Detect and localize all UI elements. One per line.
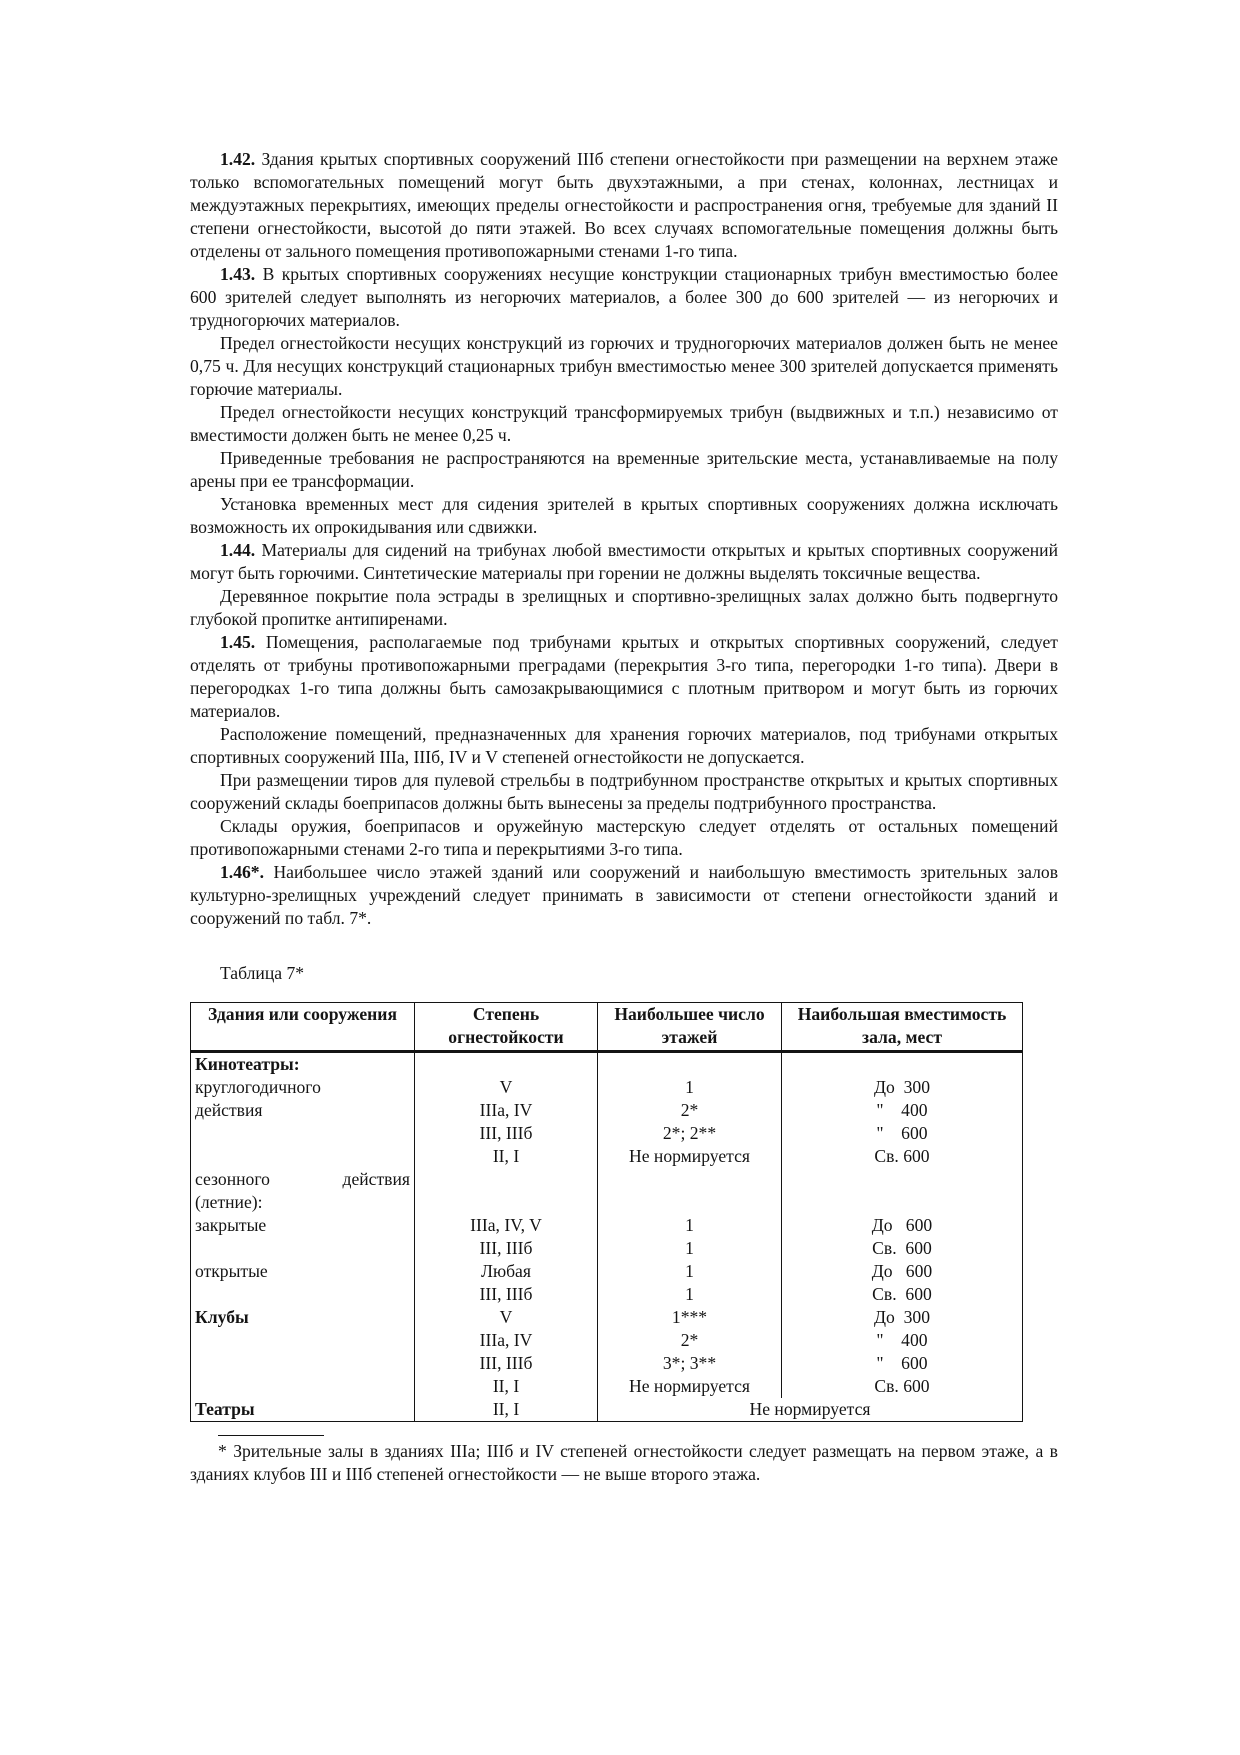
paragraph	[190, 769, 1058, 815]
column-header-building: Здания или сооружения	[191, 1003, 415, 1052]
table-cell: 2*	[598, 1099, 782, 1122]
table-row	[191, 1122, 1023, 1145]
column-header-max-capacity: Наибольшая вместимость зала, мест	[782, 1003, 1023, 1052]
table-cell	[191, 1329, 415, 1352]
paragraph-1-43	[190, 263, 1058, 332]
table-cell: 1	[598, 1214, 782, 1237]
table-cell: 2*; 2**	[598, 1122, 782, 1145]
table-cell: До 300	[782, 1306, 1023, 1329]
table-row	[191, 1329, 1023, 1352]
column-header-fire-resistance: Степень огнестойкости	[415, 1003, 598, 1052]
table-cell: V	[415, 1076, 598, 1099]
table-cell: До 600	[782, 1214, 1023, 1237]
table-cell: Любая	[415, 1260, 598, 1283]
table-cell: Св. 600	[782, 1237, 1023, 1260]
table-row	[191, 1052, 1023, 1077]
table-cell	[598, 1168, 782, 1191]
table-cell	[598, 1052, 782, 1077]
clause-number: 1.45.	[220, 632, 256, 652]
table-row	[191, 1076, 1023, 1099]
table-row	[191, 1099, 1023, 1122]
column-header-max-floors: Наибольшее число этажей	[598, 1003, 782, 1052]
paragraph-text: Деревянное покрытие пола эстрады в зрелищных и спортивно-зрелищных залах должно быть подвергнуто глубокой пропитке антипиренами.	[190, 586, 1058, 629]
paragraph	[190, 723, 1058, 769]
clause-number: 1.44.	[220, 540, 256, 560]
clause-number: 1.42.	[220, 149, 256, 169]
table-cell: круглогодичного	[191, 1076, 415, 1099]
table-cell: IIIа, IV	[415, 1329, 598, 1352]
table-row	[191, 1145, 1023, 1168]
table-cell: II, I	[415, 1398, 598, 1422]
table-row	[191, 1168, 1023, 1191]
paragraph-text: Установка временных мест для сидения зрителей в крытых спортивных сооружениях должна исключать возможность их опрокидывания или сдвижки.	[190, 494, 1058, 537]
paragraph	[190, 493, 1058, 539]
document-page	[190, 148, 1058, 1486]
table-cell: " 400	[782, 1329, 1023, 1352]
table-cell	[415, 1168, 598, 1191]
table-cell: Клубы	[191, 1306, 415, 1329]
table-cell-merged: Не нормируется	[598, 1398, 1023, 1422]
table-cell	[415, 1052, 598, 1077]
table-cell: 1	[598, 1283, 782, 1306]
table-row	[191, 1283, 1023, 1306]
table-cell: 1	[598, 1237, 782, 1260]
table-row	[191, 1237, 1023, 1260]
paragraph	[190, 585, 1058, 631]
paragraph-text: Предел огнестойкости несущих конструкций трансформируемых трибун (выдвижных и т.п.) независимо от вместимости должен быть не менее 0,25 ч.	[190, 402, 1058, 445]
table-cell: V	[415, 1306, 598, 1329]
paragraph-text: Склады оружия, боеприпасов и оружейную мастерскую следует отделять от остальных помещений противопожарными стенами 2-го типа и перекрытиями 3-го типа.	[190, 816, 1058, 859]
table-row	[191, 1260, 1023, 1283]
table-caption: Таблица 7*	[220, 963, 305, 983]
table-cell: " 400	[782, 1099, 1023, 1122]
table-cell: (летние):	[191, 1191, 415, 1214]
table-cell: Не нормируется	[598, 1375, 782, 1398]
footnote-divider	[218, 1435, 324, 1436]
table-cell: Св. 600	[782, 1145, 1023, 1168]
table-cell: III, IIIб	[415, 1352, 598, 1375]
table-cell: III, IIIб	[415, 1122, 598, 1145]
table-cell: IIIа, IV	[415, 1099, 598, 1122]
clause-text: В крытых спортивных сооружениях несущие конструкции стационарных трибун вместимостью более 600 зрителей следует выполнять из негорючих материалов, а более 300 до 600 зрителей — из негорючих и трудногорючих материалов.	[190, 264, 1058, 330]
table-cell: III, IIIб	[415, 1237, 598, 1260]
table-cell	[191, 1145, 415, 1168]
fire-resistance-table	[190, 1002, 1023, 1422]
table-cell: III, IIIб	[415, 1283, 598, 1306]
table-cell	[782, 1052, 1023, 1077]
table-header-row	[191, 1003, 1023, 1052]
table-cell: сезонного действия	[191, 1168, 415, 1191]
footnote: * Зрительные залы в зданиях IIIа; IIIб и IV степеней огнестойкости следует размещать на первом этаже, а в зданиях клубов III и IIIб степеней огнестойкости — не выше второго этажа.	[190, 1441, 1058, 1484]
clause-text: Помещения, располагаемые под трибунами крытых и открытых спортивных сооружений, следует отделять от трибуны противопожарными преградами (перекрытия 3-го типа, перегородки 1-го типа). Двери в перегородках 1-го типа должны быть самозакрывающимися с плотным притвором и могут быть из горючих материалов.	[190, 632, 1058, 721]
clause-text: Здания крытых спортивных сооружений IIIб степени огнестойкости при размещении на верхнем этаже только вспомогательных помещений могут быть двухэтажными, а при стенах, колоннах, лестницах и междуэтажных перекрытиях, имеющих пределы огнестойкости и распространения огня, требуемые для зданий II степени огнестойкости, высотой до пяти этажей. Во всех случаях вспомогательные помещения должны быть отделены от зального помещения противопожарными стенами 1-го типа.	[190, 149, 1058, 261]
table-row	[191, 1191, 1023, 1214]
table-cell	[415, 1191, 598, 1214]
table-cell: 2*	[598, 1329, 782, 1352]
paragraph	[190, 815, 1058, 861]
table-cell	[191, 1375, 415, 1398]
paragraph-1-45	[190, 631, 1058, 723]
body-text	[190, 148, 1058, 930]
table-row	[191, 1398, 1023, 1422]
table-cell	[598, 1191, 782, 1214]
table-cell: 1	[598, 1260, 782, 1283]
paragraph-1-44	[190, 539, 1058, 585]
table-cell: " 600	[782, 1352, 1023, 1375]
table-cell: II, I	[415, 1145, 598, 1168]
clause-number: 1.46*.	[220, 862, 264, 882]
paragraph-1-42	[190, 148, 1058, 263]
paragraph-text: Приведенные требования не распространяются на временные зрительские места, устанавливаемые на полу арены при ее трансформации.	[190, 448, 1058, 491]
table-cell	[191, 1237, 415, 1260]
table-cell: открытые	[191, 1260, 415, 1283]
table-row	[191, 1375, 1023, 1398]
table-cell	[191, 1283, 415, 1306]
table-cell: До 600	[782, 1260, 1023, 1283]
table-cell: II, I	[415, 1375, 598, 1398]
clause-text: Наибольшее число этажей зданий или сооружений и наибольшую вместимость зрительных залов культурно-зрелищных учреждений следует принимать в зависимости от степени огнестойкости зданий и сооружений по табл. 7*.	[190, 862, 1058, 928]
table-cell: 1	[598, 1076, 782, 1099]
table-cell: действия	[191, 1099, 415, 1122]
table-cell: До 300	[782, 1076, 1023, 1099]
table-cell: " 600	[782, 1122, 1023, 1145]
table-cell: закрытые	[191, 1214, 415, 1237]
paragraph-1-46	[190, 861, 1058, 930]
table-cell: 3*; 3**	[598, 1352, 782, 1375]
table-cell: Св. 600	[782, 1375, 1023, 1398]
table-cell	[782, 1168, 1023, 1191]
table-row	[191, 1352, 1023, 1375]
table-cell	[191, 1352, 415, 1375]
table-cell	[191, 1122, 415, 1145]
clause-number: 1.43.	[220, 264, 256, 284]
table-row	[191, 1306, 1023, 1329]
paragraph	[190, 401, 1058, 447]
table-cell	[782, 1191, 1023, 1214]
table-cell: Не нормируется	[598, 1145, 782, 1168]
table-row	[191, 1214, 1023, 1237]
paragraph-text: При размещении тиров для пулевой стрельбы в подтрибунном пространстве открытых и крытых спортивных сооружений склады боеприпасов должны быть вынесены за пределы подтрибунного пространства.	[190, 770, 1058, 813]
table-cell: 1***	[598, 1306, 782, 1329]
table-cell: Кинотеатры:	[191, 1052, 415, 1077]
paragraph-text: Предел огнестойкости несущих конструкций из горючих и трудногорючих материалов должен быть не менее 0,75 ч. Для несущих конструкций стационарных трибун вместимостью менее 300 зрителей допускается применять горючие материалы.	[190, 333, 1058, 399]
paragraph	[190, 447, 1058, 493]
clause-text: Материалы для сидений на трибунах любой вместимости открытых и крытых спортивных сооружений могут быть горючими. Синтетические материалы при горении не должны выделять токсичные вещества.	[190, 540, 1058, 583]
table-cell: IIIа, IV, V	[415, 1214, 598, 1237]
table-cell: Театры	[191, 1398, 415, 1422]
table-cell: Св. 600	[782, 1283, 1023, 1306]
paragraph	[190, 332, 1058, 401]
paragraph-text: Расположение помещений, предназначенных для хранения горючих материалов, под трибунами открытых спортивных сооружений IIIа, IIIб, IV и V степеней огнестойкости не допускается.	[190, 724, 1058, 767]
